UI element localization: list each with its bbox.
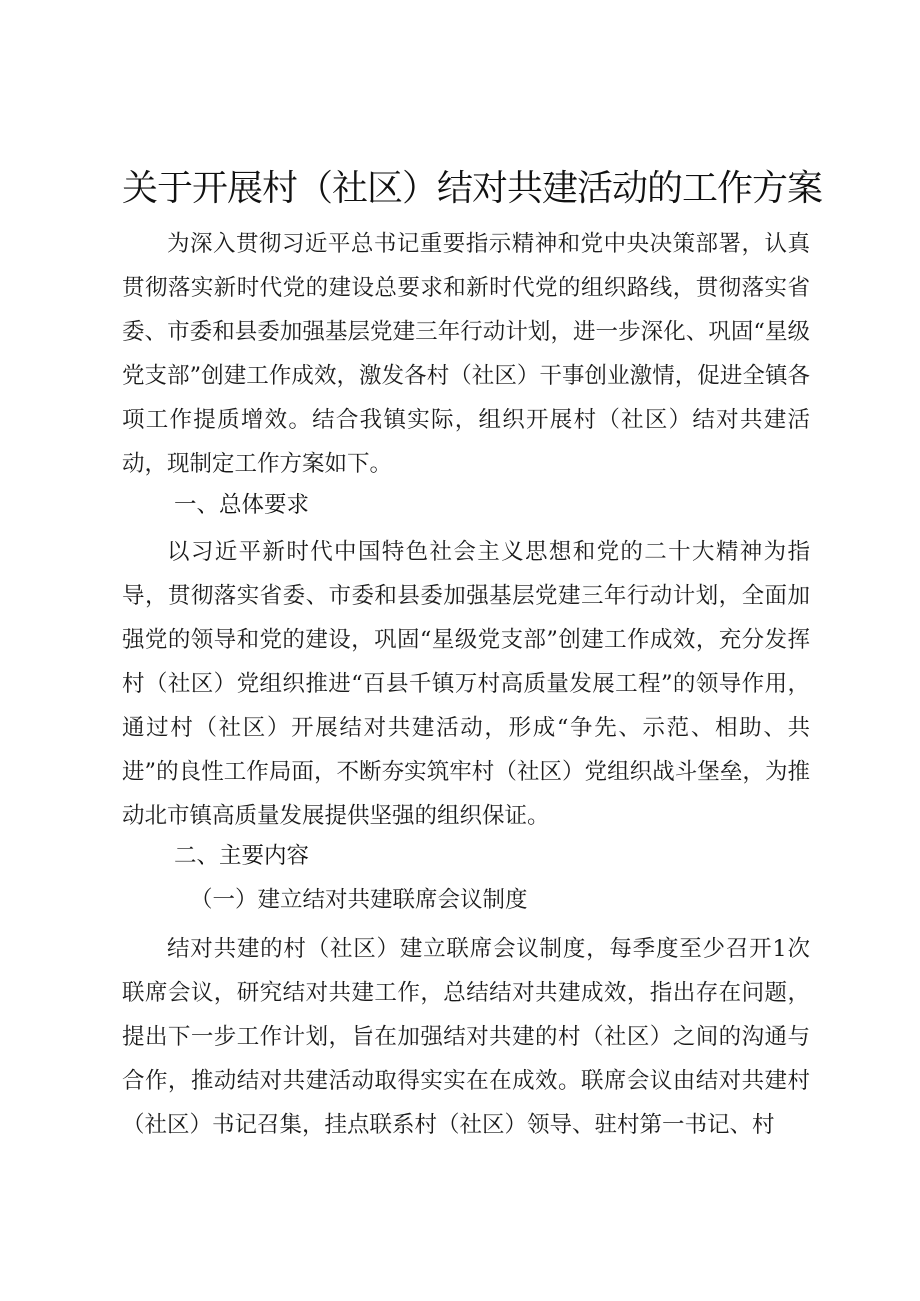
section-heading-main-content: 二、主要内容 bbox=[174, 843, 310, 869]
document-title: 关于开展村（社区）结对共建活动的工作方案 bbox=[122, 168, 823, 209]
intro-paragraph: 为深入贯彻习近平总书记重要指示精神和党中央决策部署，认真贯彻落实新时代党的建设总要求和新时代党的组织路线，贯彻落实省委、市委和县委加强基层党建三年行动计划，进一步深化、巩固“星级党支部”创建工作成效，激发各村（社区）干事创业激情，促进全镇各项工作提质增效。结合我镇实际，组织开展村（社区）结对共建活动，现制定工作方案如下。 bbox=[122, 231, 810, 477]
subsection-heading-joint-meeting: （一）建立结对共建联席会议制度 bbox=[190, 887, 528, 913]
general-requirements-paragraph: 以习近平新时代中国特色社会主义思想和党的二十大精神为指导，贯彻落实省委、市委和县委加强基层党建三年行动计划，全面加强党的领导和党的建设，巩固“星级党支部”创建工作成效，充分发挥村（社区）党组织推进“百县千镇万村高质量发展工程”的领导作用，通过村（社区）开展结对共建活动，形成“争先、示范、相助、共进”的良性工作局面，不断夯实筑牢村（社区）党组织战斗堡垒，为推动北市镇高质量发展提供坚强的组织保证。 bbox=[122, 539, 810, 829]
section-heading-general-requirements: 一、总体要求 bbox=[174, 492, 310, 518]
joint-meeting-paragraph: 结对共建的村（社区）建立联席会议制度，每季度至少召开1次联席会议，研究结对共建工作，总结结对共建成效，指出存在问题，提出下一步工作计划，旨在加强结对共建的村（社区）之间的沟通与合作，推动结对共建活动取得实实在在成效。联席会议由结对共建村（社区）书记召集，挂点联系村（社区）领导、驻村第一书记、村 bbox=[122, 936, 810, 1138]
